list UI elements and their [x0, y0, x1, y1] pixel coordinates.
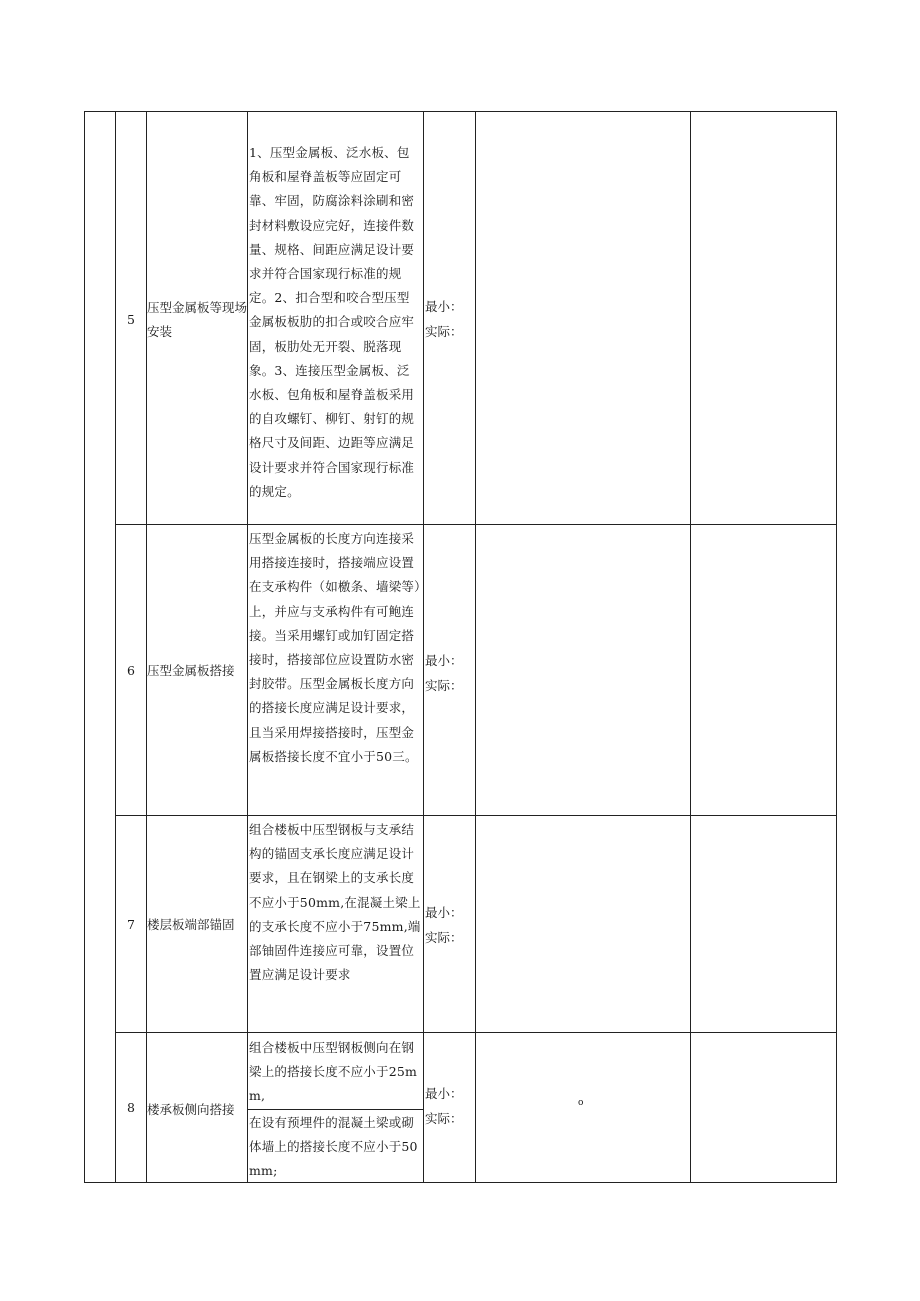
- row-divider: [115, 524, 837, 525]
- col-divider: [475, 111, 476, 1183]
- row-requirement: 组合楼板中压型钢板与支承结构的锚固支承长度应满足设计要求，且在钢梁上的支承长度不应小于50mm,在混凝土梁上的支承长度不应小于75mm,端部铀固件连接应可靠，设置位置应满足设计要求: [249, 822, 421, 983]
- col-divider: [423, 111, 424, 1183]
- table-border-top: [84, 111, 837, 112]
- row-number: 5: [127, 312, 135, 327]
- row-requirement: 压型金属板的长度方向连接采用搭接连接时，搭接端应设置在支承构件（如檄条、墙梁等）上，并应与支承构件有可鲍连接。当采用螺钉或加钉固定搭接时，搭接部位应设置防水密封胶带。压型金属板长度方向的搭接长度应满足设计要求，且当采用焊接搭接时，压型金属板搭接长度不宜小于50三。: [249, 531, 421, 764]
- row-requirement-part-a: 组合楼板中压型钢板侧向在钢梁上的搭接长度不应小于25mm,: [249, 1040, 418, 1104]
- measure-actual-label: 实际：: [425, 1111, 463, 1126]
- measure-actual-label: 实际：: [425, 324, 463, 339]
- row-requirement: 1、压型金属板、泛水板、包角板和屋脊盖板等应固定可靠、牢固，防腐涂料涂刷和密封材料敷设应完好，连接件数量、规格、间距应满足设计要求并符合国家现行标准的规定。2、扣合型和咬合型压型金属板板肋的扣合或咬合应牢固，板肋处无开裂、脱落现象。3、连接压型金属板、泛水板、包角板和屋脊盖板采用的自攻螺钉、柳钉、射钉的规格尺寸及间距、边距等应满足设计要求并符合国家现行标准的规定。: [249, 145, 415, 499]
- measure-actual-label: 实际：: [425, 930, 463, 945]
- row-item-name: 压型金属板等现场安装: [147, 300, 248, 339]
- row-divider: [115, 815, 837, 816]
- measure-min-label: 最小：: [425, 653, 463, 668]
- row-divider: [115, 1032, 837, 1033]
- row-item-name: 楼承板侧向搭接: [147, 1102, 235, 1117]
- measure-min-label: 最小：: [425, 299, 463, 314]
- measure-min-label: 最小：: [425, 905, 463, 920]
- row-number: 7: [127, 917, 135, 932]
- measure-min-label: 最小：: [425, 1086, 463, 1101]
- result-mark: o: [578, 1098, 584, 1108]
- table-border-right: [836, 111, 837, 1183]
- col-divider: [115, 111, 116, 1183]
- row-item-name: 楼层板端部锚固: [147, 917, 235, 932]
- sub-row-divider: [247, 1109, 423, 1110]
- row-number: 8: [127, 1100, 135, 1115]
- row-requirement-part-b: 在设有预埋件的混凝土梁或砌体墙上的搭接长度不应小于50mm;: [249, 1115, 418, 1179]
- col-divider: [690, 111, 691, 1183]
- measure-actual-label: 实际：: [425, 678, 463, 693]
- table-border-left: [84, 111, 85, 1183]
- col-divider: [146, 111, 147, 1183]
- table-border-bottom: [84, 1182, 837, 1183]
- row-number: 6: [127, 663, 135, 678]
- row-item-name: 压型金属板搭接: [147, 663, 235, 678]
- col-divider: [247, 111, 248, 1183]
